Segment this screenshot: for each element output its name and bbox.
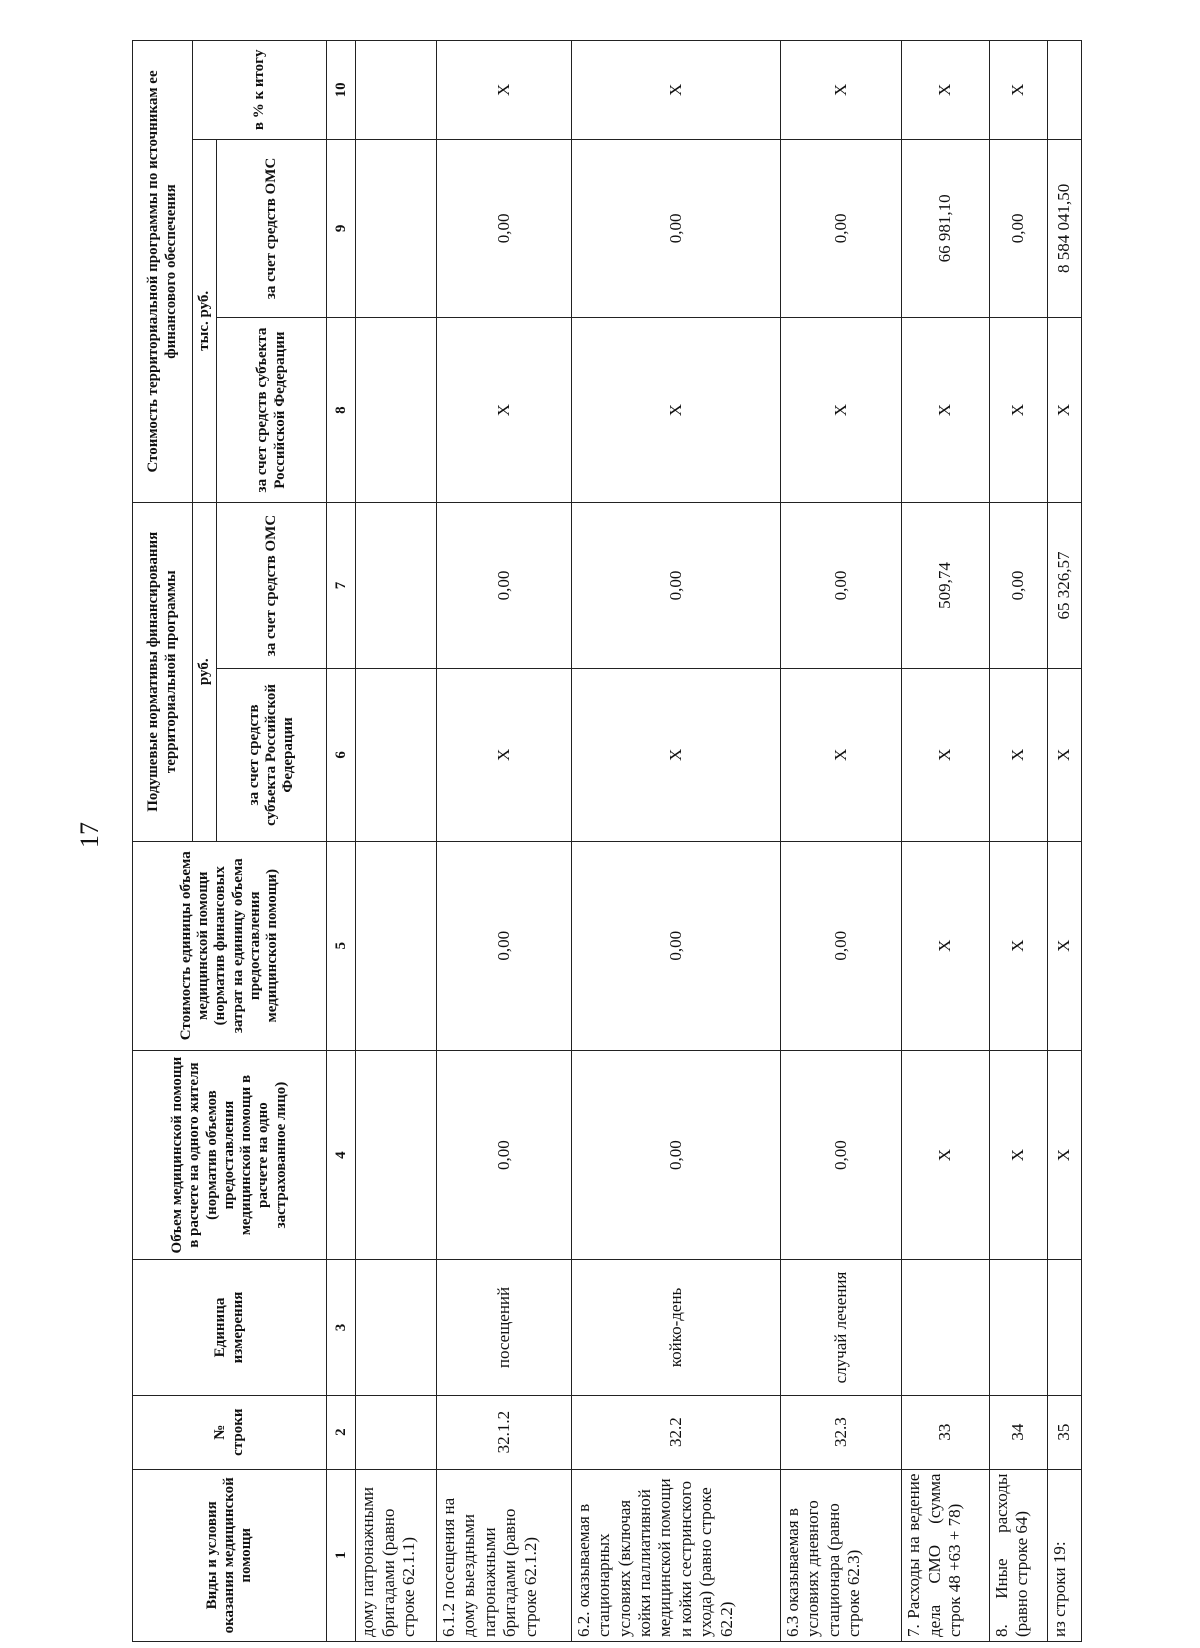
row-unit (1048, 1260, 1082, 1395)
table-row (1048, 41, 1082, 1642)
row-percent: Х (902, 41, 990, 140)
row-description: 8. Иные расходы (равно строке 64) (989, 1469, 1047, 1641)
row-oms-rub: 65 326,57 (1048, 502, 1082, 668)
row-subject-rub: Х (989, 669, 1047, 841)
page-number: 17 (75, 822, 104, 848)
row-number: 34 (989, 1395, 1047, 1469)
row-subject-thousand: Х (902, 318, 990, 503)
row-subject-rub (356, 669, 437, 841)
column-number: 3 (327, 1260, 356, 1395)
row-subject-thousand: Х (437, 318, 572, 503)
row-unit (989, 1260, 1047, 1395)
column-number: 1 (327, 1469, 356, 1641)
row-unit-cost: Х (902, 841, 990, 1050)
table-row (902, 41, 990, 1642)
column-number: 10 (327, 41, 356, 140)
row-volume: Х (989, 1050, 1047, 1259)
row-subject-thousand (356, 318, 437, 503)
row-percent: Х (571, 41, 780, 140)
row-percent: Х (437, 41, 572, 140)
row-oms-rub: 0,00 (571, 502, 780, 668)
row-oms-thousand: 0,00 (571, 139, 780, 318)
row-number (356, 1395, 437, 1469)
row-unit-cost (356, 841, 437, 1050)
row-volume (356, 1050, 437, 1259)
row-volume: Х (1048, 1050, 1082, 1259)
column-number: 9 (327, 139, 356, 318)
financing-table (132, 40, 1082, 1642)
row-subject-thousand: Х (1048, 318, 1082, 503)
row-subject-rub: Х (571, 669, 780, 841)
row-subject-thousand: Х (571, 318, 780, 503)
header-unit: Единица измерения (133, 1260, 327, 1395)
row-unit-cost: Х (1048, 841, 1082, 1050)
row-unit-cost: Х (989, 841, 1047, 1050)
column-number: 7 (327, 502, 356, 668)
row-subject-thousand: Х (780, 318, 901, 503)
row-unit: посещений (437, 1260, 572, 1395)
row-unit-cost: 0,00 (780, 841, 901, 1050)
header-program-cost: Стоимость территориальной программы по источникам ее финансового обеспечения (133, 41, 193, 503)
row-unit: случай лечения (780, 1260, 901, 1395)
row-subject-rub: Х (780, 669, 901, 841)
row-unit-cost: 0,00 (571, 841, 780, 1050)
row-percent (1048, 41, 1082, 140)
column-number: 5 (327, 841, 356, 1050)
row-unit (356, 1260, 437, 1395)
row-percent: Х (989, 41, 1047, 140)
header-program-cost-unit: тыс. руб. (193, 139, 217, 502)
row-description: из строки 19: (1048, 1469, 1082, 1641)
row-subject-rub: Х (902, 669, 990, 841)
row-oms-rub (356, 502, 437, 668)
rotated-table-wrapper (132, 40, 1082, 1642)
row-number: 32.1.2 (437, 1395, 572, 1469)
header-types: Виды и условия оказания медицинской помощи (133, 1469, 327, 1641)
row-oms-rub: 509,74 (902, 502, 990, 668)
row-subject-thousand: Х (989, 318, 1047, 503)
row-oms-thousand: 66 981,10 (902, 139, 990, 318)
row-percent (356, 41, 437, 140)
table-row (780, 41, 901, 1642)
row-oms-rub: 0,00 (780, 502, 901, 668)
table-row (571, 41, 780, 1642)
row-subject-rub: Х (1048, 669, 1082, 841)
column-number: 6 (327, 669, 356, 841)
row-number: 33 (902, 1395, 990, 1469)
table-row (356, 41, 437, 1642)
row-description: 6.1.2 посещения на дому выездными патронажными бригадами (равно строке 62.1.2) (437, 1469, 572, 1641)
row-number: 32.2 (571, 1395, 780, 1469)
row-oms-thousand: 0,00 (437, 139, 572, 318)
header-subject-funds-rub: за счет средств субъекта Российской Федерации (217, 669, 327, 841)
table-row (989, 41, 1047, 1642)
row-description: дому патронажными бригадами (равно строке 62.1.1) (356, 1469, 437, 1641)
row-description: 6.2. оказываемая в стационарных условиях (включая койки паллиативной медицинской помощи и койки сестринского ухода) (равно строке 62.2) (571, 1469, 780, 1641)
row-oms-thousand: 8 584 041,50 (1048, 139, 1082, 318)
row-description: 6.3 оказываемая в условиях дневного стационара (равно строке 62.3) (780, 1469, 901, 1641)
row-volume: Х (902, 1050, 990, 1259)
column-number: 4 (327, 1050, 356, 1259)
header-per-capita-unit: руб. (193, 502, 217, 841)
row-percent: Х (780, 41, 901, 140)
header-volume: Объем медицинской помощи в расчете на одного жителя (норматив объемов предоставления медицинской помощи в расчете на одно застрахованное лицо) (133, 1050, 327, 1259)
header-unit-cost: Стоимость единицы объема медицинской помощи (норматив финансовых затрат на единицу объема предоставления медицинской помощи) (133, 841, 327, 1050)
header-percent-total: в % к итогу (193, 41, 327, 140)
column-number: 8 (327, 318, 356, 503)
header-subject-funds-thousand: за счет средств субъекта Российской Федерации (217, 318, 327, 503)
row-unit (902, 1260, 990, 1395)
row-unit-cost: 0,00 (437, 841, 572, 1050)
row-oms-rub: 0,00 (989, 502, 1047, 668)
header-oms-funds-thousand: за счет средств ОМС (217, 139, 327, 318)
row-volume: 0,00 (437, 1050, 572, 1259)
row-description: 7. Расходы на ведение дела СМО (сумма строк 48 +63 + 78) (902, 1469, 990, 1641)
column-numbers-row (327, 41, 356, 1642)
row-oms-thousand: 0,00 (989, 139, 1047, 318)
header-oms-funds-rub: за счет средств ОМС (217, 502, 327, 668)
row-subject-rub: Х (437, 669, 572, 841)
row-oms-thousand (356, 139, 437, 318)
row-oms-rub: 0,00 (437, 502, 572, 668)
header-per-capita: Подушевые нормативы финансирования территориальной программы (133, 502, 193, 841)
table-row (437, 41, 572, 1642)
row-volume: 0,00 (780, 1050, 901, 1259)
row-oms-thousand: 0,00 (780, 139, 901, 318)
row-number: 32.3 (780, 1395, 901, 1469)
header-row-number: № строки (133, 1395, 327, 1469)
row-number: 35 (1048, 1395, 1082, 1469)
row-unit: койко-день (571, 1260, 780, 1395)
column-number: 2 (327, 1395, 356, 1469)
row-volume: 0,00 (571, 1050, 780, 1259)
